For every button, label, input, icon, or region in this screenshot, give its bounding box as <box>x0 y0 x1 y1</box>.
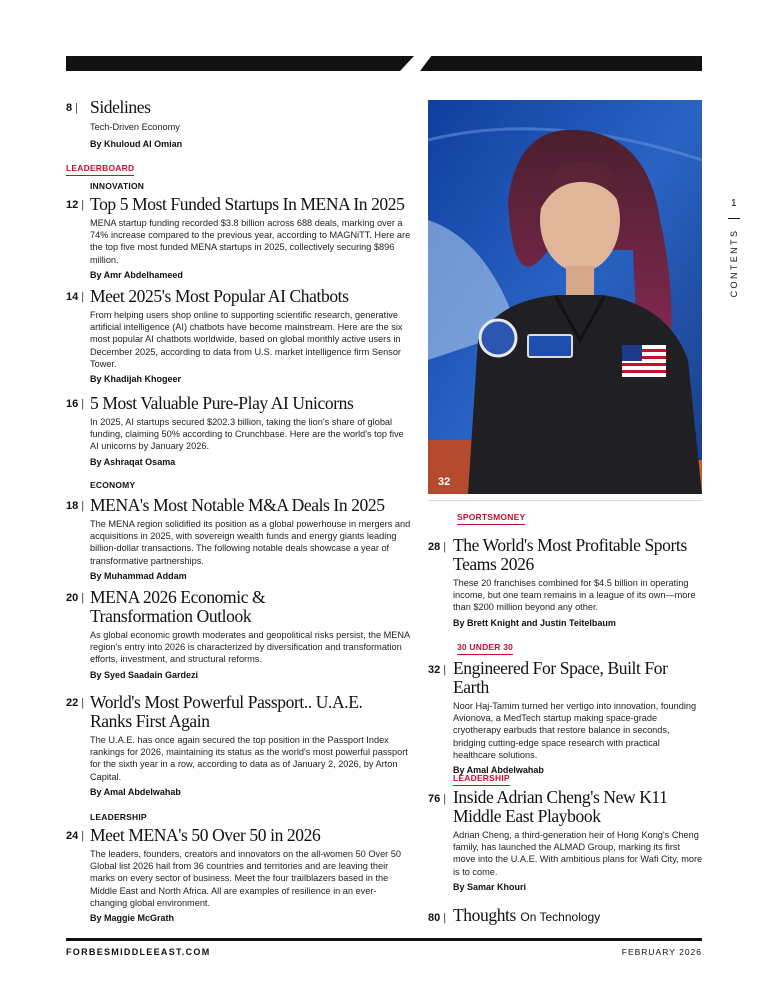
page-number: 8 | <box>66 102 78 114</box>
sidelines-title: Sidelines <box>90 97 151 117</box>
section-tag-leadership: LEADERSHIP <box>453 773 510 786</box>
article-entry[interactable] <box>453 536 701 628</box>
article-byline: By Brett Knight and Justin Teitelbaum <box>453 617 616 628</box>
photo-page-number: 32 <box>438 476 451 488</box>
sidelines-entry[interactable] <box>90 98 410 149</box>
side-dash <box>728 218 740 219</box>
top-bar-right <box>420 56 702 71</box>
article-byline: By Khadijah Khogeer <box>90 374 182 385</box>
kicker-leadership: LEADERSHIP <box>90 812 147 822</box>
article-description: In 2025, AI startups secured $202.3 billion, taking the lion's share of global funding, claiming 50% according to Crunchbase. Here are the world's top five AI unicorns by January 2026. <box>90 417 404 452</box>
footer-site[interactable]: FORBESMIDDLEEAST.COM <box>66 947 211 957</box>
article-title: Top 5 Most Funded Startups In MENA In 2025 <box>90 194 405 214</box>
thoughts-title: Thoughts <box>453 905 516 925</box>
page-number: 20 | <box>66 592 84 604</box>
page-number: 24 | <box>66 830 84 842</box>
article-byline: By Syed Saadain Gardezi <box>90 669 199 680</box>
article-entry[interactable] <box>453 788 703 892</box>
article-entry[interactable] <box>90 195 412 280</box>
cover-photo[interactable] <box>428 100 702 494</box>
article-entry[interactable] <box>90 588 410 680</box>
article-title: World's Most Powerful Passport.. U.A.E. Ranks First Again <box>90 692 363 731</box>
article-description: From helping users shop online to supporting scientific research, generative artificial intelligence (AI) chatbots have become mainstream. Here are the six most popular AI chatbots worldwide, based on global monthly active users in December 2025, according to data from U.S. market intelligence firm Sensor Tower. <box>90 310 403 369</box>
article-byline: By Muhammad Addam <box>90 570 187 581</box>
article-byline: By Amr Abdelhameed <box>90 269 183 280</box>
article-entry[interactable] <box>90 287 412 384</box>
photo-divider <box>428 500 702 501</box>
article-title: Meet MENA's 50 Over 50 in 2026 <box>90 825 321 845</box>
article-entry[interactable] <box>90 496 412 581</box>
side-page-number: 1 <box>731 198 737 209</box>
article-byline: By Ashraqat Osama <box>90 456 176 467</box>
page-number: 18 | <box>66 500 84 512</box>
article-description: The MENA region solidified its position as a global powerhouse in mergers and acquisitions in 2025, with sovereign wealth funds and energy giants leading billion-dollar transactions. The following notable deals showcase a year of transformative partnerships. <box>90 519 411 566</box>
page-number: 28 | <box>428 541 446 553</box>
page-number: 16 | <box>66 398 84 410</box>
sidelines-subtitle: Tech-Driven Economy <box>90 122 180 132</box>
kicker-economy: ECONOMY <box>90 480 136 490</box>
article-description: Noor Haj-Tamim turned her vertigo into innovation, founding Avionova, a MedTech startup making space-grade cryotherapy earbuds that restore balance in seconds, bridging cutting-edge space research with practical healthcare solutions. <box>453 701 697 760</box>
section-tag-30-under-30: 30 UNDER 30 <box>457 642 513 655</box>
article-description: The U.A.E. has once again secured the top position in the Passport Index rankings for 2026, maintaining its status as the world's most powerful passport for the sixth year in a row, according to data as of January 2, 2026, by Arton Capital. <box>90 735 408 782</box>
footer-rule <box>66 938 702 941</box>
article-description: MENA startup funding recorded $3.8 billion across 688 deals, marking over a 74% increase compared to the previous year, according to MAGNiTT. Here are the top five most funded MENA startups in 2025, collectively securing $896 million. <box>90 218 411 265</box>
article-byline: By Maggie McGrath <box>90 913 175 924</box>
article-entry[interactable] <box>90 693 412 797</box>
thoughts-entry[interactable] <box>453 906 703 926</box>
article-description: These 20 franchises combined for $4.5 billion in operating income, but one team remains in a league of its own—more than $200 million beyond any other. <box>453 578 696 613</box>
sidelines-byline: By Khuloud Al Omian <box>90 139 183 150</box>
article-title: Meet 2025's Most Popular AI Chatbots <box>90 286 349 306</box>
article-byline: By Amal Abdelwahab <box>90 786 181 797</box>
article-byline: By Samar Khouri <box>453 881 527 892</box>
article-description: The leaders, founders, creators and innovators on the all-women 50 Over 50 Global list 2026 hail from 36 countries and territories and are leaving their marks on every sector of business. Meet the four trailblazers based in the Middle East and North Africa. All are examples of resilience in an ever-changing global environment. <box>90 849 402 908</box>
page-number: 80 | <box>428 912 446 924</box>
article-byline: By Amal Abdelwahab <box>453 765 544 776</box>
page-number: 32 | <box>428 664 446 676</box>
article-title: 5 Most Valuable Pure-Play AI Unicorns <box>90 393 354 413</box>
page-number: 76 | <box>428 793 446 805</box>
kicker-innovation: INNOVATION <box>90 181 145 191</box>
article-description: As global economic growth moderates and geopolitical risks persist, the MENA region's entry into 2026 is characterized by diversification and transformation efforts, investment, and structural reforms. <box>90 630 410 665</box>
page-number: 14 | <box>66 291 84 303</box>
thoughts-subtitle: On Technology <box>520 910 601 924</box>
article-entry[interactable] <box>453 659 703 775</box>
article-entry[interactable] <box>90 394 412 467</box>
article-entry[interactable] <box>90 826 412 923</box>
article-title: The World's Most Profitable Sports Teams 2026 <box>453 535 687 574</box>
section-tag-leaderboard: LEADERBOARD <box>66 163 134 176</box>
article-title: Inside Adrian Cheng's New K11 Middle East Playbook <box>453 787 668 826</box>
astronaut-portrait-image <box>428 100 702 494</box>
section-tag-sportsmoney: SPORTSMONEY <box>457 512 525 525</box>
page-number: 12 | <box>66 199 84 211</box>
footer-issue-date: FEBRUARY 2026 <box>621 947 702 957</box>
article-title: MENA 2026 Economic & Transformation Outlook <box>90 587 266 626</box>
contents-side-label: CONTENTS <box>729 228 739 298</box>
top-bar-left <box>66 56 414 71</box>
article-description: Adrian Cheng, a third-generation heir of Hong Kong's Cheng family, has launched the ALMAD Group, marking its first move into the U.A.E. With ambitious plans for Wafi City, more is to come. <box>453 830 703 877</box>
page-number: 22 | <box>66 697 84 709</box>
article-title: Engineered For Space, Built For Earth <box>453 658 668 697</box>
article-title: MENA's Most Notable M&A Deals In 2025 <box>90 495 385 515</box>
